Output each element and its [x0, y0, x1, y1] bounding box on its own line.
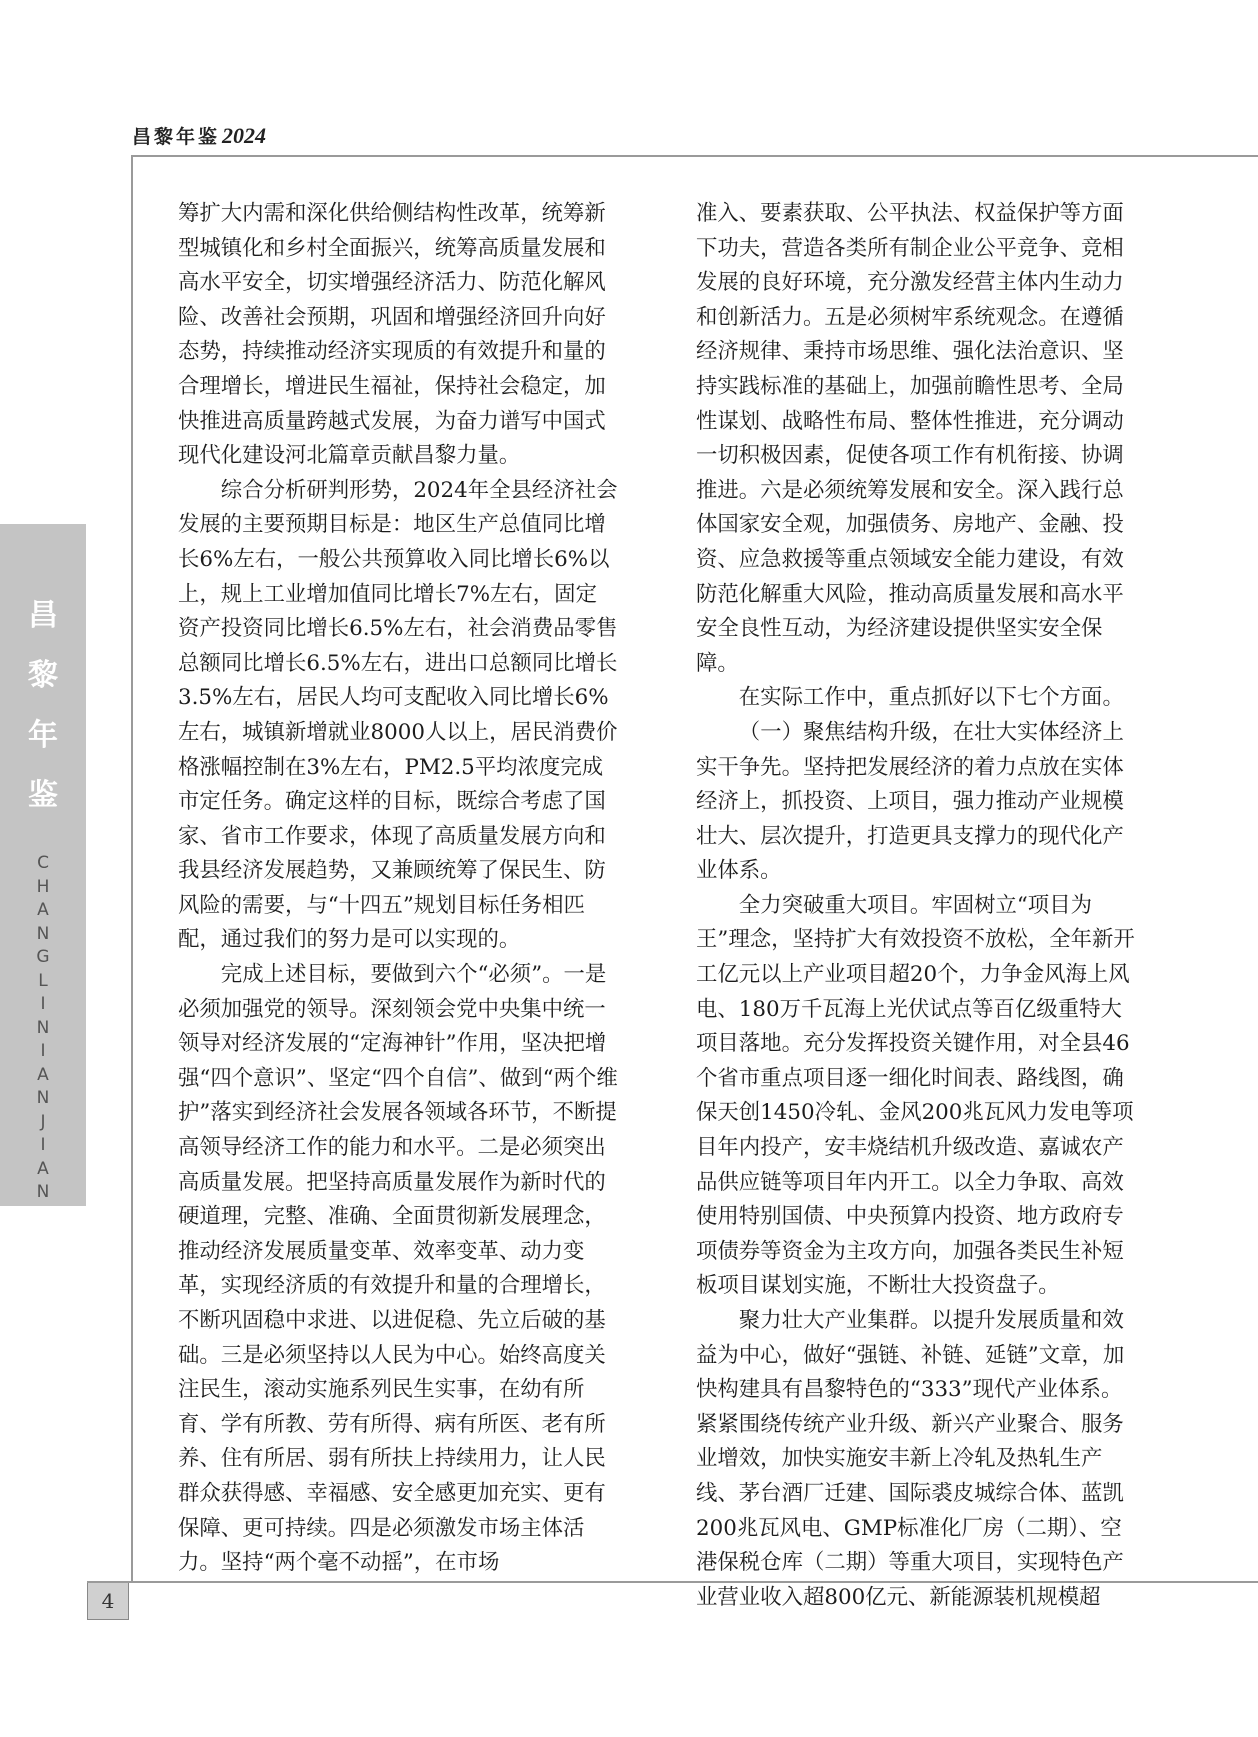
side-tab-char: 昌: [28, 598, 58, 633]
side-tab-title: [0, 586, 86, 826]
pinyin-char: N: [36, 1182, 50, 1202]
pinyin-char: C: [37, 853, 49, 873]
paragraph: 综合分析研判形势，2024年全县经济社会发展的主要预期目标是：地区生产总值同比增长6%左右，一般公共预算收入同比增长6%以上，规上工业增加值同比增长7%左右，固定资产投资同比增长6.5%左右，社会消费品零售总额同比增长6.5%左右，进出口总额同比增长3.5%左右，居民人均可支配收入同比增长6%左右，城镇新增就业8000人以上，居民消费价格涨幅控制在3%左右，PM2.5平均浓度完成市定任务。确定这样的目标，既综合考虑了国家、省市工作要求，体现了高质量发展方向和我县经济发展趋势，又兼顾统筹了保民生、防风险的需要，与“十四五”规划目标任务相匹配，通过我们的努力是可以实现的。: [178, 477, 618, 953]
paragraph: 准入、要素获取、公平执法、权益保护等方面下功夫，营造各类所有制企业公平竞争、竞相发展的良好环境，充分激发经营主体内生动力和创新活力。五是必须树牢系统观念。在遵循经济规律、秉持市场思维、强化法治意识、坚持实践标准的基础上，加强前瞻性思考、全局性谋划、战略性布局、整体性推进，充分调动一切积极因素，促使各项工作有机衔接、协调推进。六是必须统筹发展和安全。深入践行总体国家安全观，加强债务、房地产、金融、投资、应急救援等重点领域安全能力建设，有效防范化解重大风险，推动高质量发展和高水平安全良性互动，为经济建设提供坚实安全保障。: [696, 201, 1124, 676]
pinyin-char: A: [37, 1064, 49, 1085]
paragraph: 筹扩大内需和深化供给侧结构性改革，统筹新型城镇化和乡村全面振兴，统筹高质量发展和高水平安全，切实增强经济活力、防范化解风险、改善社会预期，巩固和增强经济回升向好态势，持续推动经济实现质的有效提升和量的合理增长，增进民生福祉，保持社会稳定，加快推进高质量跨越式发展，为奋力谱写中国式现代化建设河北篇章贡献昌黎力量。: [178, 201, 606, 469]
paragraph: 在实际工作中，重点抓好以下七个方面。: [738, 685, 1124, 711]
pinyin-char: A: [37, 900, 49, 920]
pinyin-char: I: [40, 1041, 46, 1061]
pinyin-char: I: [40, 1135, 46, 1155]
running-header-title: 昌黎年鉴: [132, 126, 221, 148]
pinyin-char: I: [40, 994, 46, 1014]
pinyin-char: N: [36, 923, 50, 944]
page-number: 4: [87, 1583, 129, 1620]
paragraph: 完成上述目标，要做到六个“必须”。一是必须加强党的领导。深刻领会党中央集中统一领导对经济发展的“定海神针”作用，坚决把增强“四个意识”、坚定“四个自信”、做到“两个维护”落实到经济社会发展各领域各环节，不断提高领导经济工作的能力和水平。二是必须突出高质量发展。把坚持高质量发展作为新时代的硬道理，完整、准确、全面贯彻新发展理念，推动经济发展质量变革、效率变革、动力变革，实现经济质的有效提升和量的合理增长，不断巩固稳中求进、以进促稳、先立后破的基础。三是必须坚持以人民为中心。始终高度关注民生，滚动实施系列民生实事，在幼有所育、学有所教、劳有所得、病有所医、老有所养、住有所居、弱有所扶上持续用力，让人民群众获得感、幸福感、安全感更加充实、更有保障、更可持续。四是必须激发市场主体活力。坚持“两个毫不动摇”，在市场: [178, 962, 618, 1576]
pinyin-char: H: [36, 876, 50, 897]
side-tab-char: 黎: [28, 658, 58, 693]
paragraph: 全力突破重大项目。牢固树立“项目为王”理念，坚持扩大有效投资不放松，全年新开工亿元以上产业项目超20个，力争金风海上风电、180万千瓦海上光伏试点等百亿级重特大项目落地。充分发挥投资关键作用，对全县46个省市重点项目逐一细化时间表、路线图，确保天创1450冷轧、金风200兆瓦风力发电等项目年内投产，安丰烧结机升级改造、嘉诚农产品供应链等项目年内开工。以全力争取、高效使用特别国债、中央预算内投资、地方政府专项债券等资金为主攻方向，加强各类民生补短板项目谋划实施，不断壮大投资盘子。: [696, 892, 1135, 1299]
side-tab-char: 年: [28, 718, 58, 753]
side-tab: [0, 524, 86, 1206]
right-column: [696, 197, 1136, 1615]
pinyin-char: N: [36, 1088, 50, 1108]
pinyin-char: G: [36, 947, 50, 967]
section-heading-paragraph: （一）聚焦结构升级，在壮大实体经济上实干争先。坚持把发展经济的着力点放在实体经济上，抓投资、上项目，强力推动产业规模壮大、层次提升，打造更具支撑力的现代化产业体系。: [696, 719, 1124, 884]
pinyin-char: N: [36, 1017, 50, 1038]
pinyin-char: L: [38, 970, 48, 991]
pinyin-char: J: [40, 1111, 46, 1132]
left-column: [178, 197, 618, 1581]
side-tab-pinyin: [0, 852, 86, 1205]
pinyin-char: A: [37, 1158, 49, 1179]
frame-left-rule: [131, 155, 133, 1581]
side-tab-char: 鉴: [28, 778, 58, 813]
running-header-year: 2024: [222, 123, 267, 148]
running-header: [132, 122, 266, 149]
paragraph: 聚力壮大产业集群。以提升发展质量和效益为中心，做好“强链、补链、延链”文章，加快构建具有昌黎特色的“333”现代产业体系。紧紧围绕传统产业升级、新兴产业聚合、服务业增效，加快实施安丰新上冷轧及热轧生产线、茅台酒厂迁建、国际裘皮城综合体、蓝凯200兆瓦风电、GMP标准化厂房（二期）、空港保税仓库（二期）等重大项目，实现特色产业营业收入超800亿元、新能源装机规模超: [696, 1308, 1125, 1610]
frame-top-rule: [132, 155, 1258, 157]
